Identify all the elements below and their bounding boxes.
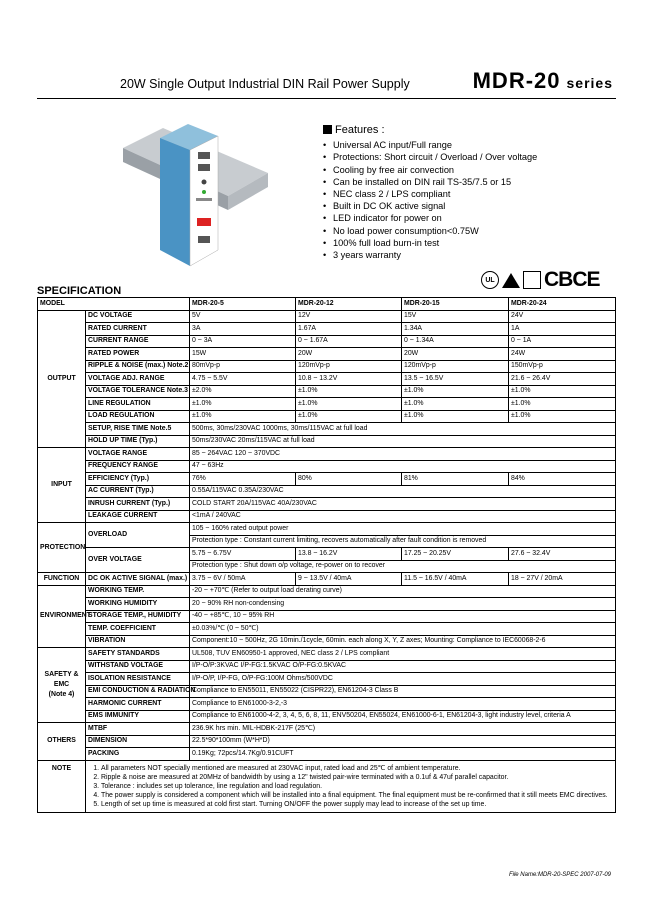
feature-item: • 100% full load burn-in test (323, 237, 537, 249)
param-label: RIPPLE & NOISE (max.) Note.2 (86, 360, 190, 373)
table-cell: 0 ~ 1.67A (296, 335, 402, 348)
table-cell: 84% (509, 473, 616, 486)
table-cell: Compliance to EN55011, EN55022 (CISPR22), EN61204-3 Class B (190, 685, 616, 698)
table-cell: ±1.0% (402, 385, 509, 398)
table-row (38, 398, 616, 411)
table-cell: I/P-O/P:3KVAC I/P-FG:1.5KVAC O/P-FG:0.5KVAC (190, 660, 616, 673)
series-label: series (566, 75, 613, 91)
table-row (38, 435, 616, 448)
feature-item: • Built in DC OK active signal (323, 200, 537, 212)
table-cell: 9 ~ 13.5V / 40mA (296, 573, 402, 586)
group-safety-emc (38, 648, 86, 723)
param-label: HOLD UP TIME (Typ.) (86, 435, 190, 448)
feature-item: • Universal AC input/Full range (323, 139, 537, 151)
model-title (473, 68, 613, 94)
param-label: DC VOLTAGE (86, 310, 190, 323)
param-label: FREQUENCY RANGE (86, 460, 190, 473)
table-cell: I/P-O/P, I/P-FG, O/P-FG:100M Ohms/500VDC (190, 673, 616, 686)
table-cell: 22.5*90*100mm (W*H*D) (190, 735, 616, 748)
param-label: WORKING TEMP. (86, 585, 190, 598)
table-cell: 50ms/230VAC 20ms/115VAC at full load (190, 435, 616, 448)
table-row (38, 735, 616, 748)
param-label: DIMENSION (86, 735, 190, 748)
table-row (38, 723, 616, 736)
table-cell: 4.75 ~ 5.5V (190, 373, 296, 386)
group-output: OUTPUT (38, 310, 86, 448)
table-cell: 0 ~ 3A (190, 335, 296, 348)
features-list (323, 139, 537, 261)
table-row (38, 710, 616, 723)
table-cell: <1mA / 240VAC (190, 510, 616, 523)
table-row (38, 360, 616, 373)
note-item: 2. Ripple & noise are measured at 20MHz of bandwidth by using a 12" twisted pair-wire terminated with a 0.1uf & 47uf parallel capacitor. (101, 773, 612, 782)
table-header-cell: MDR-20-5 (190, 298, 296, 311)
param-label: DC OK ACTIVE SIGNAL (max.) (86, 573, 190, 586)
table-cell: 27.6 ~ 32.4V (509, 548, 616, 561)
table-row (38, 635, 616, 648)
group-others: OTHERS (38, 723, 86, 761)
param-label: WITHSTAND VOLTAGE (86, 660, 190, 673)
table-row (38, 373, 616, 386)
table-cell: Compliance to EN61000-3-2,-3 (190, 698, 616, 711)
table-cell: ±1.0% (296, 385, 402, 398)
table-row (38, 698, 616, 711)
certification-logos (481, 268, 600, 292)
param-label: MTBF (86, 723, 190, 736)
param-label: RATED CURRENT (86, 323, 190, 336)
table-cell: ±1.0% (509, 410, 616, 423)
table-cell: 0.19Kg; 72pcs/14.7Kg/0.91CUFT (190, 748, 616, 761)
table-row (38, 660, 616, 673)
table-row (38, 585, 616, 598)
model-name: MDR-20 (472, 68, 561, 93)
table-cell: ±2.0% (190, 385, 296, 398)
param-label: VOLTAGE RANGE (86, 448, 190, 461)
param-label: VIBRATION (86, 635, 190, 648)
param-label: STORAGE TEMP., HUMIDITY (86, 610, 190, 623)
param-label: WORKING HUMIDITY (86, 598, 190, 611)
table-row (38, 573, 616, 586)
product-subtitle: 20W Single Output Industrial DIN Rail Power Supply (120, 77, 410, 91)
table-cell: 13.8 ~ 16.2V (296, 548, 402, 561)
table-cell: 3A (190, 323, 296, 336)
table-cell: 1A (509, 323, 616, 336)
table-cell: 5.75 ~ 6.75V (190, 548, 296, 561)
table-cell: 20 ~ 90% RH non-condensing (190, 598, 616, 611)
table-cell: 236.9K hrs min. MIL-HDBK-217F (25℃) (190, 723, 616, 736)
param-label: VOLTAGE TOLERANCE Note.3 (86, 385, 190, 398)
table-cell: 5V (190, 310, 296, 323)
table-cell: 15V (402, 310, 509, 323)
table-cell: ±1.0% (296, 410, 402, 423)
notes-cell (86, 760, 616, 812)
param-label: TEMP. COEFFICIENT (86, 623, 190, 636)
table-cell: 13.5 ~ 16.5V (402, 373, 509, 386)
table-cell: ±1.0% (509, 385, 616, 398)
table-cell: ±1.0% (190, 398, 296, 411)
notes-list (89, 764, 612, 809)
table-cell: 47 ~ 63Hz (190, 460, 616, 473)
table-cell: 24W (509, 348, 616, 361)
table-cell: 18 ~ 27V / 20mA (509, 573, 616, 586)
group-input: INPUT (38, 448, 86, 523)
product-image (118, 118, 273, 268)
table-cell: 76% (190, 473, 296, 486)
table-cell: 0 ~ 1.34A (402, 335, 509, 348)
table-row (38, 423, 616, 436)
table-row (38, 348, 616, 361)
ul-logo: UL (481, 271, 499, 289)
table-header-model: MODEL (38, 298, 190, 311)
table-cell: ±1.0% (402, 410, 509, 423)
table-row (38, 523, 616, 536)
features-title: Features : (323, 124, 537, 136)
tuv-logo (502, 273, 520, 288)
table-cell: 1.34A (402, 323, 509, 336)
param-label: PACKING (86, 748, 190, 761)
param-label: SETUP, RISE TIME Note.5 (86, 423, 190, 436)
table-row (38, 548, 616, 561)
table-row (38, 310, 616, 323)
table-cell: 20W (402, 348, 509, 361)
table-row (38, 448, 616, 461)
table-cell: ±1.0% (190, 410, 296, 423)
param-label: CURRENT RANGE (86, 335, 190, 348)
table-cell: Compliance to EN61000-4-2, 3, 4, 5, 6, 8, 11, ENV50204, EN55024, EN61000-6-1, EN61204-3, light industry level, criteria A (190, 710, 616, 723)
table-cell: -40 ~ +85℃, 10 ~ 95% RH (190, 610, 616, 623)
param-label: LOAD REGULATION (86, 410, 190, 423)
param-label: EMI CONDUCTION & RADIATION (86, 685, 190, 698)
table-row (38, 460, 616, 473)
table-cell: ±1.0% (296, 398, 402, 411)
param-label: OVER VOLTAGE (86, 548, 190, 573)
table-cell: ±1.0% (402, 398, 509, 411)
header-divider (37, 98, 616, 99)
note-item: 5. Length of set up time is measured at cold first start. Turning ON/OFF the power supply may lead to increase of the set up time. (101, 800, 612, 809)
table-cell: 15W (190, 348, 296, 361)
param-label: RATED POWER (86, 348, 190, 361)
table-cell: 0.55A/115VAC 0.35A/230VAC (190, 485, 616, 498)
param-label: OVERLOAD (86, 523, 190, 548)
group-environment: ENVIRONMENT (38, 585, 86, 648)
feature-item: • LED indicator for power on (323, 212, 537, 224)
feature-item: • NEC class 2 / LPS compliant (323, 188, 537, 200)
table-cell: 0 ~ 1A (509, 335, 616, 348)
table-cell: ±0.03%/℃ (0 ~ 50℃) (190, 623, 616, 636)
table-cell: 1.67A (296, 323, 402, 336)
table-row (38, 410, 616, 423)
table-cell: 10.8 ~ 13.2V (296, 373, 402, 386)
table-row (38, 685, 616, 698)
table-row (38, 510, 616, 523)
group-safety-line3: (Note 4) (48, 691, 75, 698)
param-label: EFFICIENCY (Typ.) (86, 473, 190, 486)
table-header-cell: MDR-20-15 (402, 298, 509, 311)
table-cell: ±1.0% (509, 398, 616, 411)
table-cell: 150mVp-p (509, 360, 616, 373)
feature-item: • No load power consumption<0.75W (323, 225, 537, 237)
table-cell: Protection type : Shut down o/p voltage, re-power on to recover (190, 560, 616, 573)
param-label: AC CURRENT (Typ.) (86, 485, 190, 498)
specification-table (37, 297, 616, 813)
table-row (38, 473, 616, 486)
table-cell: 120mVp-p (402, 360, 509, 373)
table-row (38, 648, 616, 661)
table-row (38, 385, 616, 398)
table-cell: 120mVp-p (296, 360, 402, 373)
table-row (38, 485, 616, 498)
table-cell: 12V (296, 310, 402, 323)
table-cell: Protection type : Constant current limiting, recovers automatically after fault condition is removed (190, 535, 616, 548)
table-row (38, 673, 616, 686)
file-name-footer: File Name:MDR-20-SPEC 2007-07-09 (508, 872, 611, 878)
table-row (38, 760, 616, 812)
table-cell: 85 ~ 264VAC 120 ~ 370VDC (190, 448, 616, 461)
param-label: SAFETY STANDARDS (86, 648, 190, 661)
table-cell: -20 ~ +70℃ (Refer to output load derating curve) (190, 585, 616, 598)
table-row (38, 323, 616, 336)
table-header-cell: MDR-20-12 (296, 298, 402, 311)
group-safety-line2: EMC (53, 681, 70, 688)
group-note: NOTE (38, 760, 86, 812)
table-cell: 80mVp-p (190, 360, 296, 373)
feature-item: • 3 years warranty (323, 249, 537, 261)
table-cell: UL508, TUV EN60950-1 approved, NEC class 2 / LPS compliant (190, 648, 616, 661)
param-label: LEAKAGE CURRENT (86, 510, 190, 523)
features-panel (323, 124, 537, 261)
table-cell: 80% (296, 473, 402, 486)
table-cell: 105 ~ 160% rated output power (190, 523, 616, 536)
table-cell: COLD START 20A/115VAC 40A/230VAC (190, 498, 616, 511)
param-label: EMS IMMUNITY (86, 710, 190, 723)
table-row (38, 748, 616, 761)
feature-item: • Can be installed on DIN rail TS-35/7.5 or 15 (323, 176, 537, 188)
table-cell: 3.75 ~ 6V / 50mA (190, 573, 296, 586)
table-row (38, 623, 616, 636)
param-label: LINE REGULATION (86, 398, 190, 411)
table-row (38, 610, 616, 623)
cb-ce-logo: CBCE (544, 268, 600, 291)
param-label: INRUSH CURRENT (Typ.) (86, 498, 190, 511)
table-row (38, 498, 616, 511)
note-item: 3. Tolerance : includes set up tolerance, line regulation and load regulation. (101, 782, 612, 791)
table-cell: 500ms, 30ms/230VAC 1000ms, 30ms/115VAC at full load (190, 423, 616, 436)
group-protection: PROTECTION (38, 523, 86, 573)
param-label: ISOLATION RESISTANCE (86, 673, 190, 686)
lps-logo (523, 271, 541, 289)
param-label: HARMONIC CURRENT (86, 698, 190, 711)
specification-title: SPECIFICATION (37, 285, 122, 297)
table-cell: 20W (296, 348, 402, 361)
param-label: VOLTAGE ADJ. RANGE (86, 373, 190, 386)
table-cell: 11.5 ~ 16.5V / 40mA (402, 573, 509, 586)
group-safety-line1: SAFETY & (44, 671, 79, 678)
table-header-cell: MDR-20-24 (509, 298, 616, 311)
feature-item: • Protections: Short circuit / Overload / Over voltage (323, 151, 537, 163)
table-row (38, 598, 616, 611)
table-row (38, 335, 616, 348)
feature-item: • Cooling by free air convection (323, 164, 537, 176)
note-item: 4. The power supply is considered a component which will be installed into a final equipment. The final equipment must be re-confirmed that it still meets EMC directives. (101, 791, 612, 800)
note-item: 1. All parameters NOT specially mentioned are measured at 230VAC input, rated load and 25℃ of ambient temperature. (101, 764, 612, 773)
table-cell: 81% (402, 473, 509, 486)
table-cell: 24V (509, 310, 616, 323)
table-cell: 21.6 ~ 26.4V (509, 373, 616, 386)
table-row (38, 298, 616, 311)
group-function: FUNCTION (38, 573, 86, 586)
table-cell: 17.25 ~ 20.25V (402, 548, 509, 561)
table-cell: Component:10 ~ 500Hz, 2G 10min./1cycle, 60min. each along X, Y, Z axes; Mounting: Compliance to IEC60068-2-6 (190, 635, 616, 648)
